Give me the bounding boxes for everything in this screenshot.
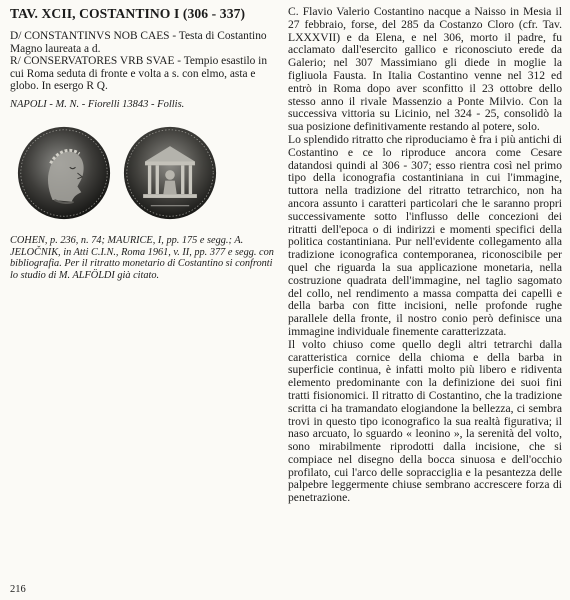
essay-column (288, 6, 562, 505)
obverse-description: D/ CONSTANTINVS NOB CAES - Testa di Costantino Magno laureata a d. (10, 30, 267, 55)
provenance-line: NAPOLI - M. N. - Fiorelli 13843 - Follis. (10, 98, 185, 110)
bibliography-note: COHEN, p. 236, n. 74; MAURICE, I, pp. 175 e segg.; A. JELOČNIK, in Atti C.I.N., Roma 1961, v. II, pp. 377 e segg. con bibliografia. Per il ritratto monetario di Costantino si confronti lo studio di M. ALFÖLDI già citato. (10, 234, 274, 281)
reverse-description: R/ CONSERVATORES VRB SVAE - Tempio esastilo in cui Roma seduta di fronte e volta a s. con elmo, asta e globo. In esergo R Q. (10, 55, 268, 93)
coin-images (10, 119, 275, 223)
plate-title: TAV. XCII, COSTANTINO I (306 - 337) (10, 6, 246, 21)
essay-body (288, 6, 562, 505)
obverse-coin-image (16, 125, 112, 221)
essay-paragraph: Lo splendido ritratto che riproduciamo è fra i più antichi di Costantino e ce lo riproduce ancora come Cesare datandosi quindi al 306 - 307; esso rientra così nel primo tipo della iconografia costantiniana in cui l'immagine, tuttora nella tradizione del ritratto tetrarchico, non ha ancora assunto i caratteri particolari che le saranno propri successivamente sotto l'influsso delle concezioni dei ritratti dell'epoca o di indirizzi e momenti specifici della politica costantiniana. Pur nell'evidente collegamento alla tradizione iconografica contemporanea, riconoscibile per quel che riguarda la sua applicazione monetaria, nella costruzione quadrata dell'immagine, nel taglio sagomato del collo, nel rendimento a massa compatta dei capelli e della barba con fitte incisioni, nelle profonde rughe parallele della fronte, il nostro conio però definisce una immagine individuale finemente caratterizzata. (288, 132, 562, 338)
reverse-coin-image (122, 125, 218, 221)
plate-caption-column (10, 6, 275, 281)
page-number: 216 (10, 584, 26, 595)
essay-paragraph: Il volto chiuso come quello degli altri tetrarchi dalla caratteristica cornice della chioma e della barba in superficie continua, è infatti molto più libero e ridiventa elemento predominante con la definizione dei suoi fini tratti fisionomici. Il ritratto di Costantino, che la tradizione scritta ci ha tramandato elogiandone la bellezza, ci sembra trovi in questo tipo iconografico la sua realtà figurativa; il naso arcuato, lo sguardo « leonino », la serenità del volto, sono mirabilmente riprodotti dalla incisione, che si compiace nel disegno della bocca sinuosa e dell'occhio profilato, cui l'arco delle sopracciglia e la pesantezza delle palpebre leggermente chiuse sembrano accrescere forza di penetrazione. (288, 337, 562, 505)
essay-paragraph: C. Flavio Valerio Costantino nacque a Naisso in Mesia il 27 febbraio, forse, del 285 da Costanzo Cloro (cfr. Tav. LXXXVII) e da Elena, e nel 306, morto il padre, fu acclamato dall'esercito gallico e riconosciuto erede da Galerio; nel 307 Massimiano gli diede in moglie la figliuola Fausta. In Italia Costantino venne nel 312 ed entrò in Roma dopo aver sconfitto il 23 ottobre dello stesso anno il rivale Massenzio a Ponte Milvio. Con la successiva vittoria su Licinio, nel 324 - 25, consolidò la sua posizione definitivamente restando al potere, solo. (288, 5, 562, 134)
